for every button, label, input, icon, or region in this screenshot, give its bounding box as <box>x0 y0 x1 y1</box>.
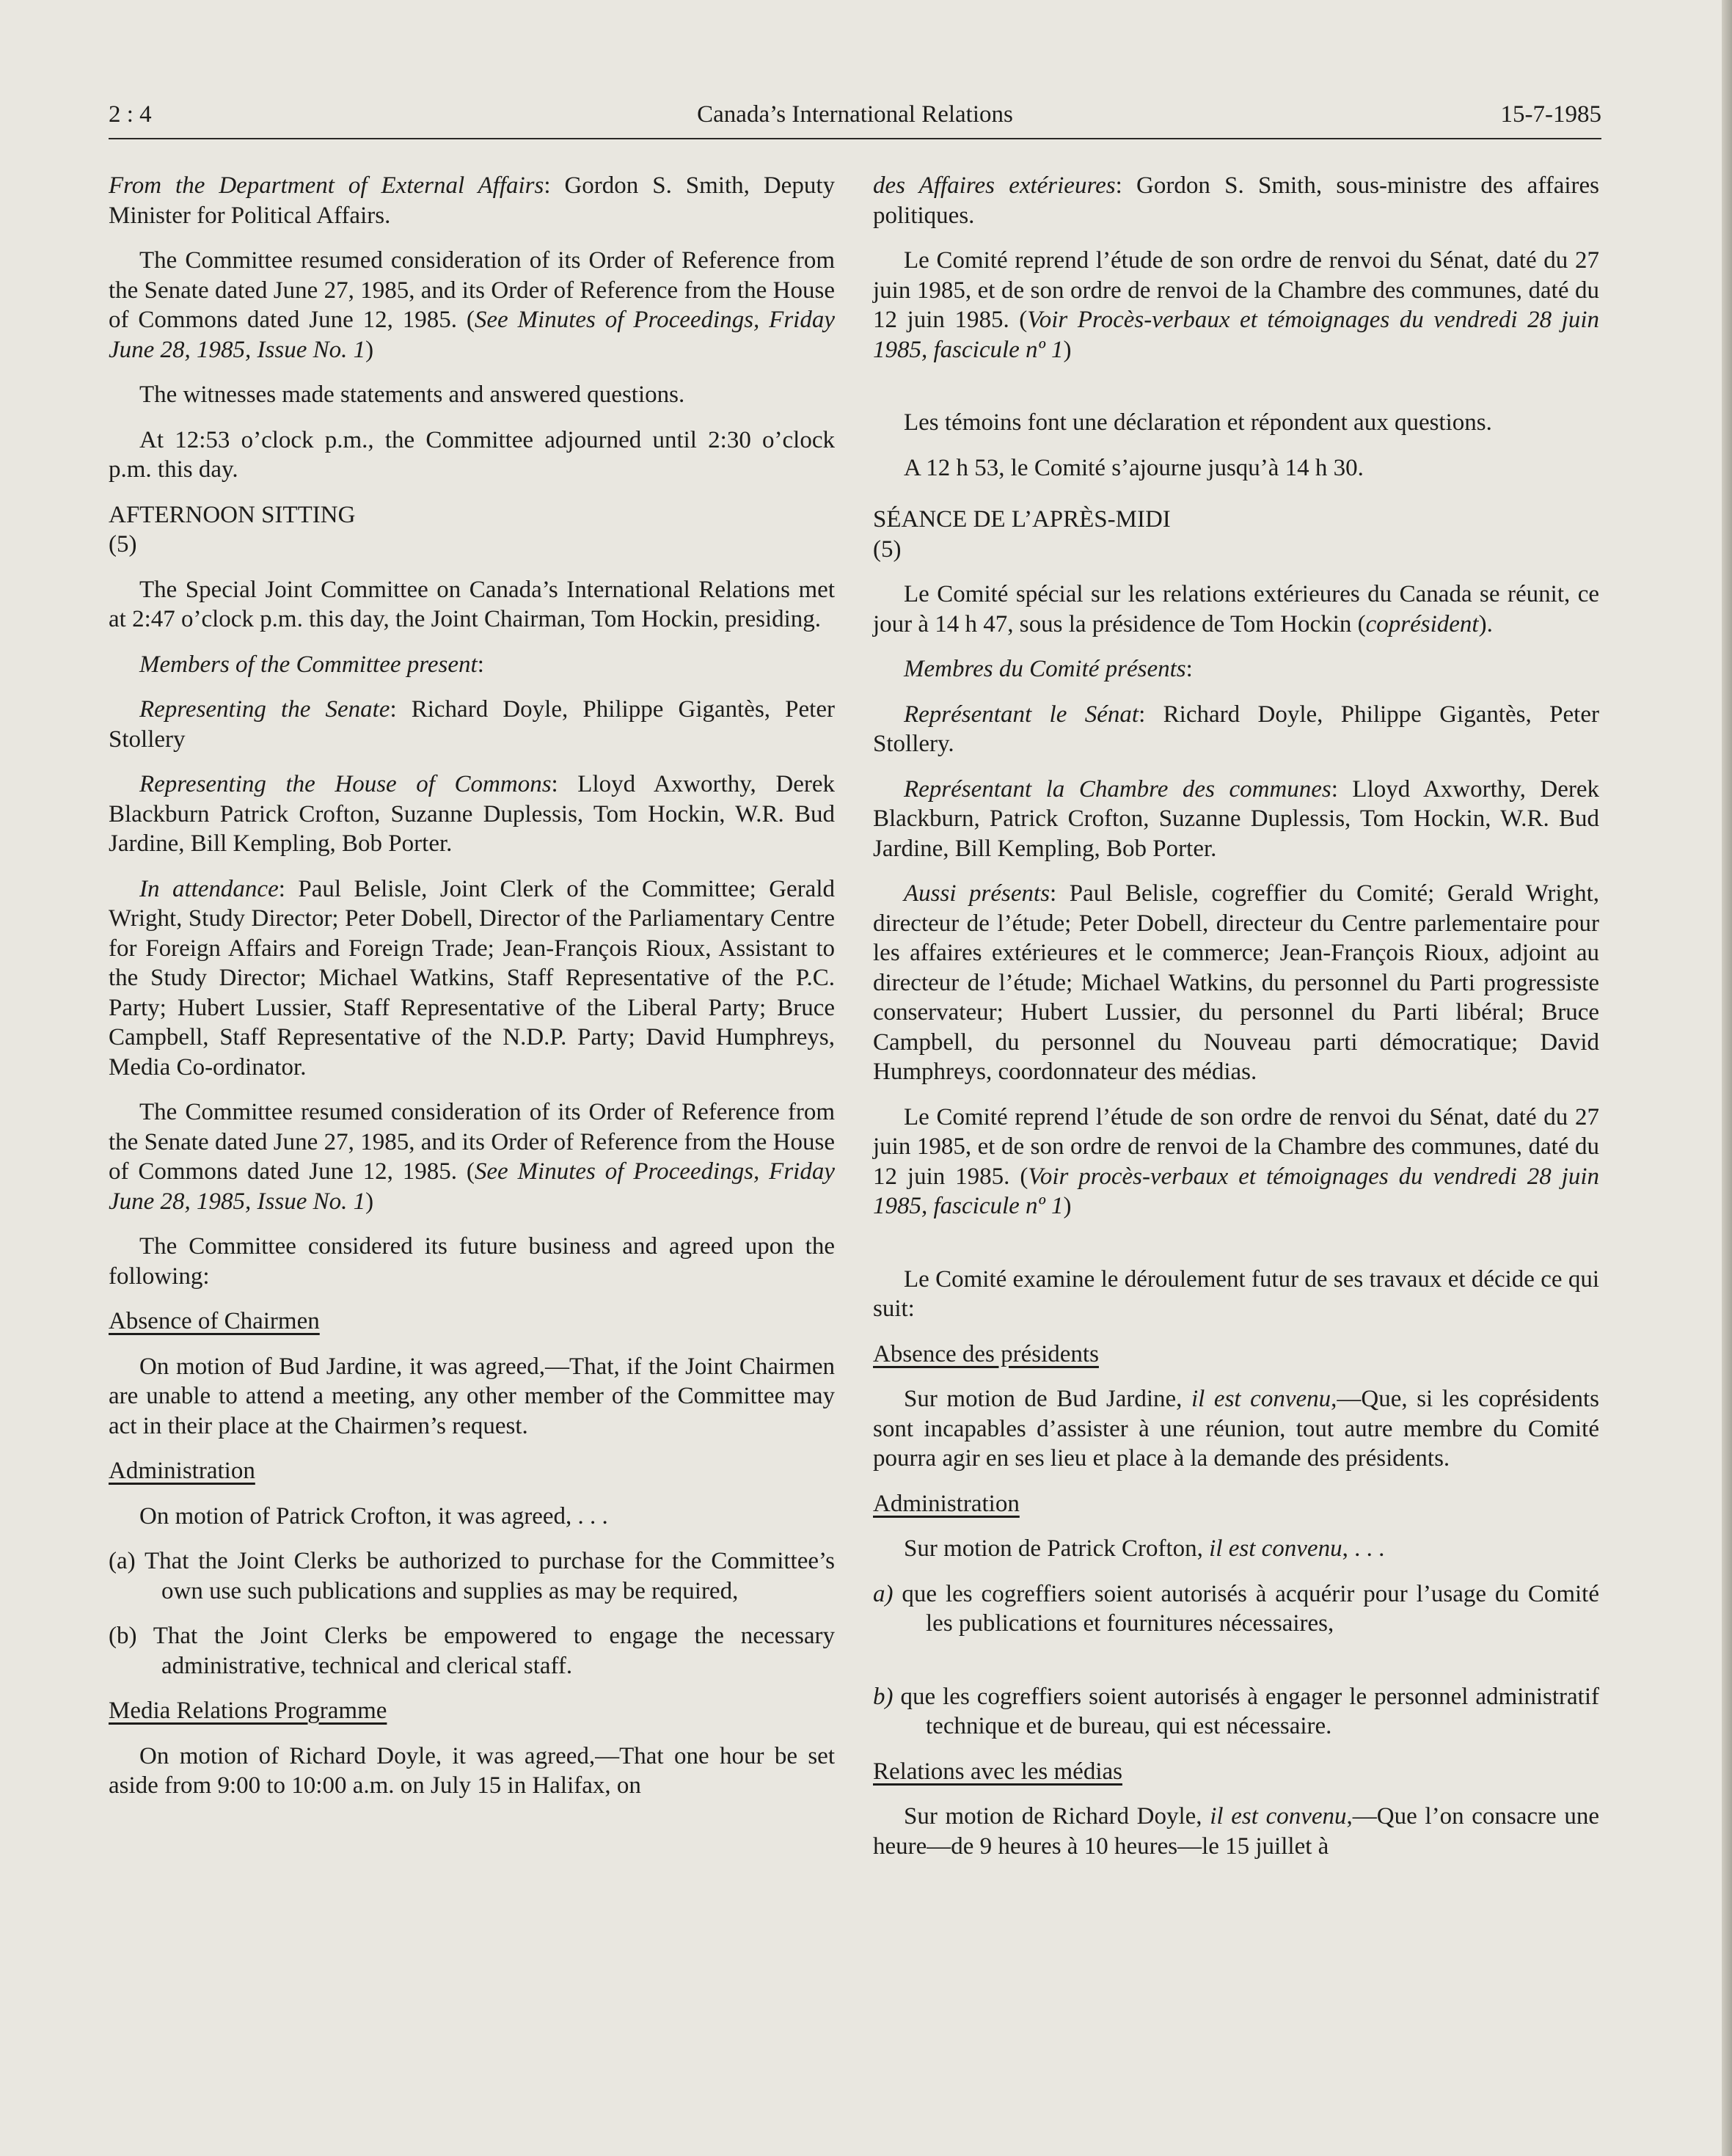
administration-subheading: Administration <box>109 1458 255 1484</box>
commons-names: : Lloyd Axworthy, Derek Blackburn Patrick Crofton, Suzanne Duplessis, Tom Hockin, W.R. Bud Jardine, Bill Kempling, Bob Porter. <box>109 771 836 857</box>
item-a-text-fr: que les cogreffiers soient autorisés à acquérir pour l’usage du Comité les publications et fournitures nécessaires, <box>902 1580 1599 1637</box>
administration-motion-a-fr: Sur motion de Patrick Crofton, <box>904 1535 1210 1562</box>
sitting-number-fr: (5) <box>873 536 902 563</box>
witness-paragraph <box>109 171 835 230</box>
media-motion: On motion of Richard Doyle, it was agreed,—That one hour be set aside from 9:00 to 10:00 a.m. on July 15 in Halifax, on <box>109 1742 835 1799</box>
witnesses-paragraph-fr: Les témoins font une déclaration et répondent aux questions. <box>904 409 1492 436</box>
resumed-reference-2: See Minutes of Proceedings, Friday June 28, 1985, Issue No. 1 <box>109 1158 835 1215</box>
attendance-names: : Paul Belisle, Joint Clerk of the Committee; Gerald Wright, Study Director; Peter Dobell, Director of the Parliamentary Centre for Foreign Affairs and Foreign Trade; Jean-François Rioux, Assistant to the Study Director; Michael Watkins, Staff Representative of the P.C. Party; Hubert Lussier, Staff Representative of the Liberal Party; Bruce Campbell, Staff Representative of the N.D.P. Party; David Humphreys, Media Co-ordinator. <box>109 875 835 1081</box>
future-business-paragraph: The Committee considered its future business and agreed upon the following: <box>109 1233 835 1290</box>
senate-names: : Richard Doyle, Philippe Gigantès, Peter Stollery <box>109 696 835 753</box>
spacer <box>873 1237 1599 1265</box>
commons-label: Representing the House of Commons <box>139 771 552 797</box>
administration-subheading-fr: Administration <box>873 1490 1020 1517</box>
senate-members <box>109 695 835 754</box>
administration-motion: On motion of Patrick Crofton, it was agreed, . . . <box>139 1502 608 1530</box>
commons-members <box>109 770 835 859</box>
resumed-paragraph-fr <box>873 246 1599 365</box>
publication-title: Canada’s International Relations <box>697 101 1013 128</box>
list-item-a <box>109 1546 835 1606</box>
header-rule <box>109 138 1601 139</box>
issue-date: 15-7-1985 <box>1500 101 1601 128</box>
media-motion-fr <box>873 1802 1599 1861</box>
administration-agreed-fr: il est convenu <box>1209 1535 1342 1562</box>
future-business-paragraph-fr: Le Comité examine le déroulement futur de ses travaux et décide ce qui suit: <box>873 1265 1599 1322</box>
item-b-label-fr: b) <box>873 1683 894 1710</box>
resumed-paragraph <box>109 246 835 365</box>
attendance-label: In attendance <box>139 875 279 902</box>
meeting-close-fr: ). <box>1478 610 1493 637</box>
resumed-close: ) <box>365 336 374 363</box>
members-colon-fr: : <box>1185 656 1193 682</box>
resumed-reference-2-fr: Voir procès-verbaux et témoignages du vendredi 28 juin 1985, fascicule nº 1 <box>873 1163 1599 1219</box>
resumed-text-fr: Le Comité reprend l’étude de son ordre de renvoi du Sénat, daté du 27 juin 1985, et de son ordre de renvoi de la Chambre des communes, daté du 12 juin 1985. ( <box>873 247 1599 333</box>
absence-subheading: Absence of Chairmen <box>109 1308 320 1334</box>
page-edge <box>1722 0 1732 2156</box>
senate-names-fr: : Richard Doyle, Philippe Gigantès, Peter Stollery. <box>873 701 1599 757</box>
attendance-paragraph <box>109 874 835 1083</box>
item-b-text: That the Joint Clerks be empowered to engage the necessary administrative, technical and clerical staff. <box>153 1623 836 1679</box>
absence-subheading-fr: Absence des présidents <box>873 1340 1099 1367</box>
administration-motion-b-fr: , . . . <box>1342 1535 1385 1562</box>
english-column <box>109 171 835 1816</box>
commons-label-fr: Représentant la Chambre des communes <box>904 775 1331 803</box>
running-header <box>109 101 1601 135</box>
media-subheading-fr: Relations avec les médias <box>873 1758 1122 1785</box>
resumed-reference-fr: Voir Procès-verbaux et témoignages du vendredi 28 juin 1985, fascicule nº 1 <box>873 307 1600 363</box>
senate-label: Representing the Senate <box>139 696 390 723</box>
page-number: 2 : 4 <box>109 101 152 128</box>
commons-names-fr: : Lloyd Axworthy, Derek Blackburn, Patrick Crofton, Suzanne Duplessis, Tom Hockin, W.R. Bud Jardine, Bill Kempling, Bob Porter. <box>873 775 1600 862</box>
absence-motion-fr <box>873 1384 1599 1474</box>
members-heading-text-fr: Membres du Comité présents <box>904 656 1186 682</box>
department-label: From the Department of External Affairs <box>109 172 544 199</box>
witnesses-paragraph: The witnesses made statements and answered questions. <box>139 381 685 408</box>
senate-label-fr: Représentant le Sénat <box>904 701 1139 728</box>
commons-members-fr <box>873 775 1599 864</box>
media-motion-b-fr: ,—Que l’on consacre une heure—de 9 heures à 10 heures—le 15 juillet à <box>873 1803 1600 1860</box>
meeting-role-fr: coprésident <box>1365 610 1479 637</box>
list-item-b-fr <box>873 1682 1599 1742</box>
senate-members-fr <box>873 700 1599 759</box>
resumed-text-2-fr: Le Comité reprend l’étude de son ordre de renvoi du Sénat, daté du 27 juin 1985, et de son ordre de renvoi de la Chambre des communes, daté du 12 juin 1985. ( <box>873 1103 1599 1190</box>
item-b-label: (b) <box>109 1623 137 1649</box>
sitting-title: AFTERNOON SITTING <box>109 501 356 528</box>
resumed-paragraph-2 <box>109 1097 835 1216</box>
meeting-paragraph-fr <box>873 580 1599 639</box>
french-column <box>873 171 1599 1877</box>
resumed-close-2: ) <box>365 1188 374 1215</box>
media-subheading: Media Relations Programme <box>109 1698 387 1724</box>
resumed-paragraph-2-fr <box>873 1103 1599 1221</box>
absence-agreed-fr: il est convenu <box>1191 1386 1331 1412</box>
department-label-fr: des Affaires extérieures <box>873 172 1116 199</box>
resumed-close-fr: ) <box>1063 336 1072 363</box>
media-motion-a-fr: Sur motion de Richard Doyle, <box>904 1803 1210 1830</box>
media-agreed-fr: il est convenu <box>1210 1803 1347 1830</box>
item-a-label: (a) <box>109 1548 136 1574</box>
sitting-heading-fr <box>873 505 1599 564</box>
item-b-text-fr: que les cogreffiers soient autorisés à engager le personnel administratif technique et de bureau, qui est nécessaire. <box>900 1683 1600 1739</box>
witness-text: : Gordon S. Smith, Deputy Minister for Political Affairs. <box>109 172 835 229</box>
resumed-reference: See Minutes of Proceedings, Friday June 28, 1985, Issue No. 1 <box>109 307 835 363</box>
adjourned-paragraph-fr: A 12 h 53, le Comité s’ajourne jusqu’à 14 h 30. <box>904 454 1364 481</box>
witness-text-fr: : Gordon S. Smith, sous-ministre des affaires politiques. <box>873 172 1599 229</box>
sitting-heading <box>109 500 835 560</box>
members-heading-fr <box>873 654 1599 684</box>
absence-motion-a-fr: Sur motion de Bud Jardine, <box>904 1386 1191 1412</box>
resumed-text-2: The Committee resumed consideration of its Order of Reference from the Senate dated June 27, 1985, and its Order of Reference from the House of Commons dated June 12, 1985. ( <box>109 1099 835 1185</box>
witness-paragraph-fr <box>873 171 1599 230</box>
attendance-label-fr: Aussi présents <box>904 880 1050 907</box>
absence-motion: On motion of Bud Jardine, it was agreed,—That, if the Joint Chairmen are unable to attend a meeting, any other member of the Committee may act in their place at the Chairmen’s request. <box>109 1353 835 1439</box>
item-a-label-fr: a) <box>873 1580 894 1607</box>
attendance-paragraph-fr <box>873 879 1599 1087</box>
members-heading <box>109 650 835 680</box>
spacer <box>873 1654 1599 1682</box>
absence-motion-b-fr: ,—Que, si les coprésidents sont incapables d’assister à une réunion, tout autre membre du Comité pourra agir en ses lieu et place à la demande des présidents. <box>873 1386 1599 1472</box>
resumed-close-2-fr: ) <box>1063 1193 1072 1219</box>
list-item-a-fr <box>873 1579 1599 1639</box>
spacer <box>873 380 1599 408</box>
attendance-names-fr: : Paul Belisle, cogreffier du Comité; Gerald Wright, directeur de l’étude; Peter Dobell, directeur du Centre parlementaire pour les affaires extérieures et le commerce; Jean-François Rioux, adjoint au directeur de l’étude; Michael Watkins, du personnel du Parti progressiste conservateur; Hubert Lussier, du personnel du Parti libéral; Bruce Campbell, du personnel du Nouveau parti démocratique; David Humphreys, coordonnateur des médias. <box>873 880 1599 1085</box>
sitting-number: (5) <box>109 531 137 558</box>
members-colon: : <box>477 651 484 678</box>
resumed-text: The Committee resumed consideration of its Order of Reference from the Senate dated June 27, 1985, and its Order of Reference from the House of Commons dated June 12, 1985. ( <box>109 247 835 333</box>
members-heading-text: Members of the Committee present <box>139 651 478 678</box>
item-a-text: That the Joint Clerks be authorized to purchase for the Committee’s own use such publications and supplies as may be required, <box>144 1548 836 1604</box>
sitting-title-fr: SÉANCE DE L’APRÈS-MIDI <box>873 506 1171 533</box>
meeting-text-fr: Le Comité spécial sur les relations extérieures du Canada se réunit, ce jour à 14 h 47, sous la présidence de Tom Hockin ( <box>873 581 1599 637</box>
administration-motion-fr <box>873 1534 1599 1564</box>
list-item-b <box>109 1621 835 1681</box>
adjourned-paragraph: At 12:53 o’clock p.m., the Committee adjourned until 2:30 o’clock p.m. this day. <box>109 426 835 483</box>
meeting-paragraph: The Special Joint Committee on Canada’s International Relations met at 2:47 o’clock p.m. this day, the Joint Chairman, Tom Hockin, presiding. <box>109 576 835 632</box>
